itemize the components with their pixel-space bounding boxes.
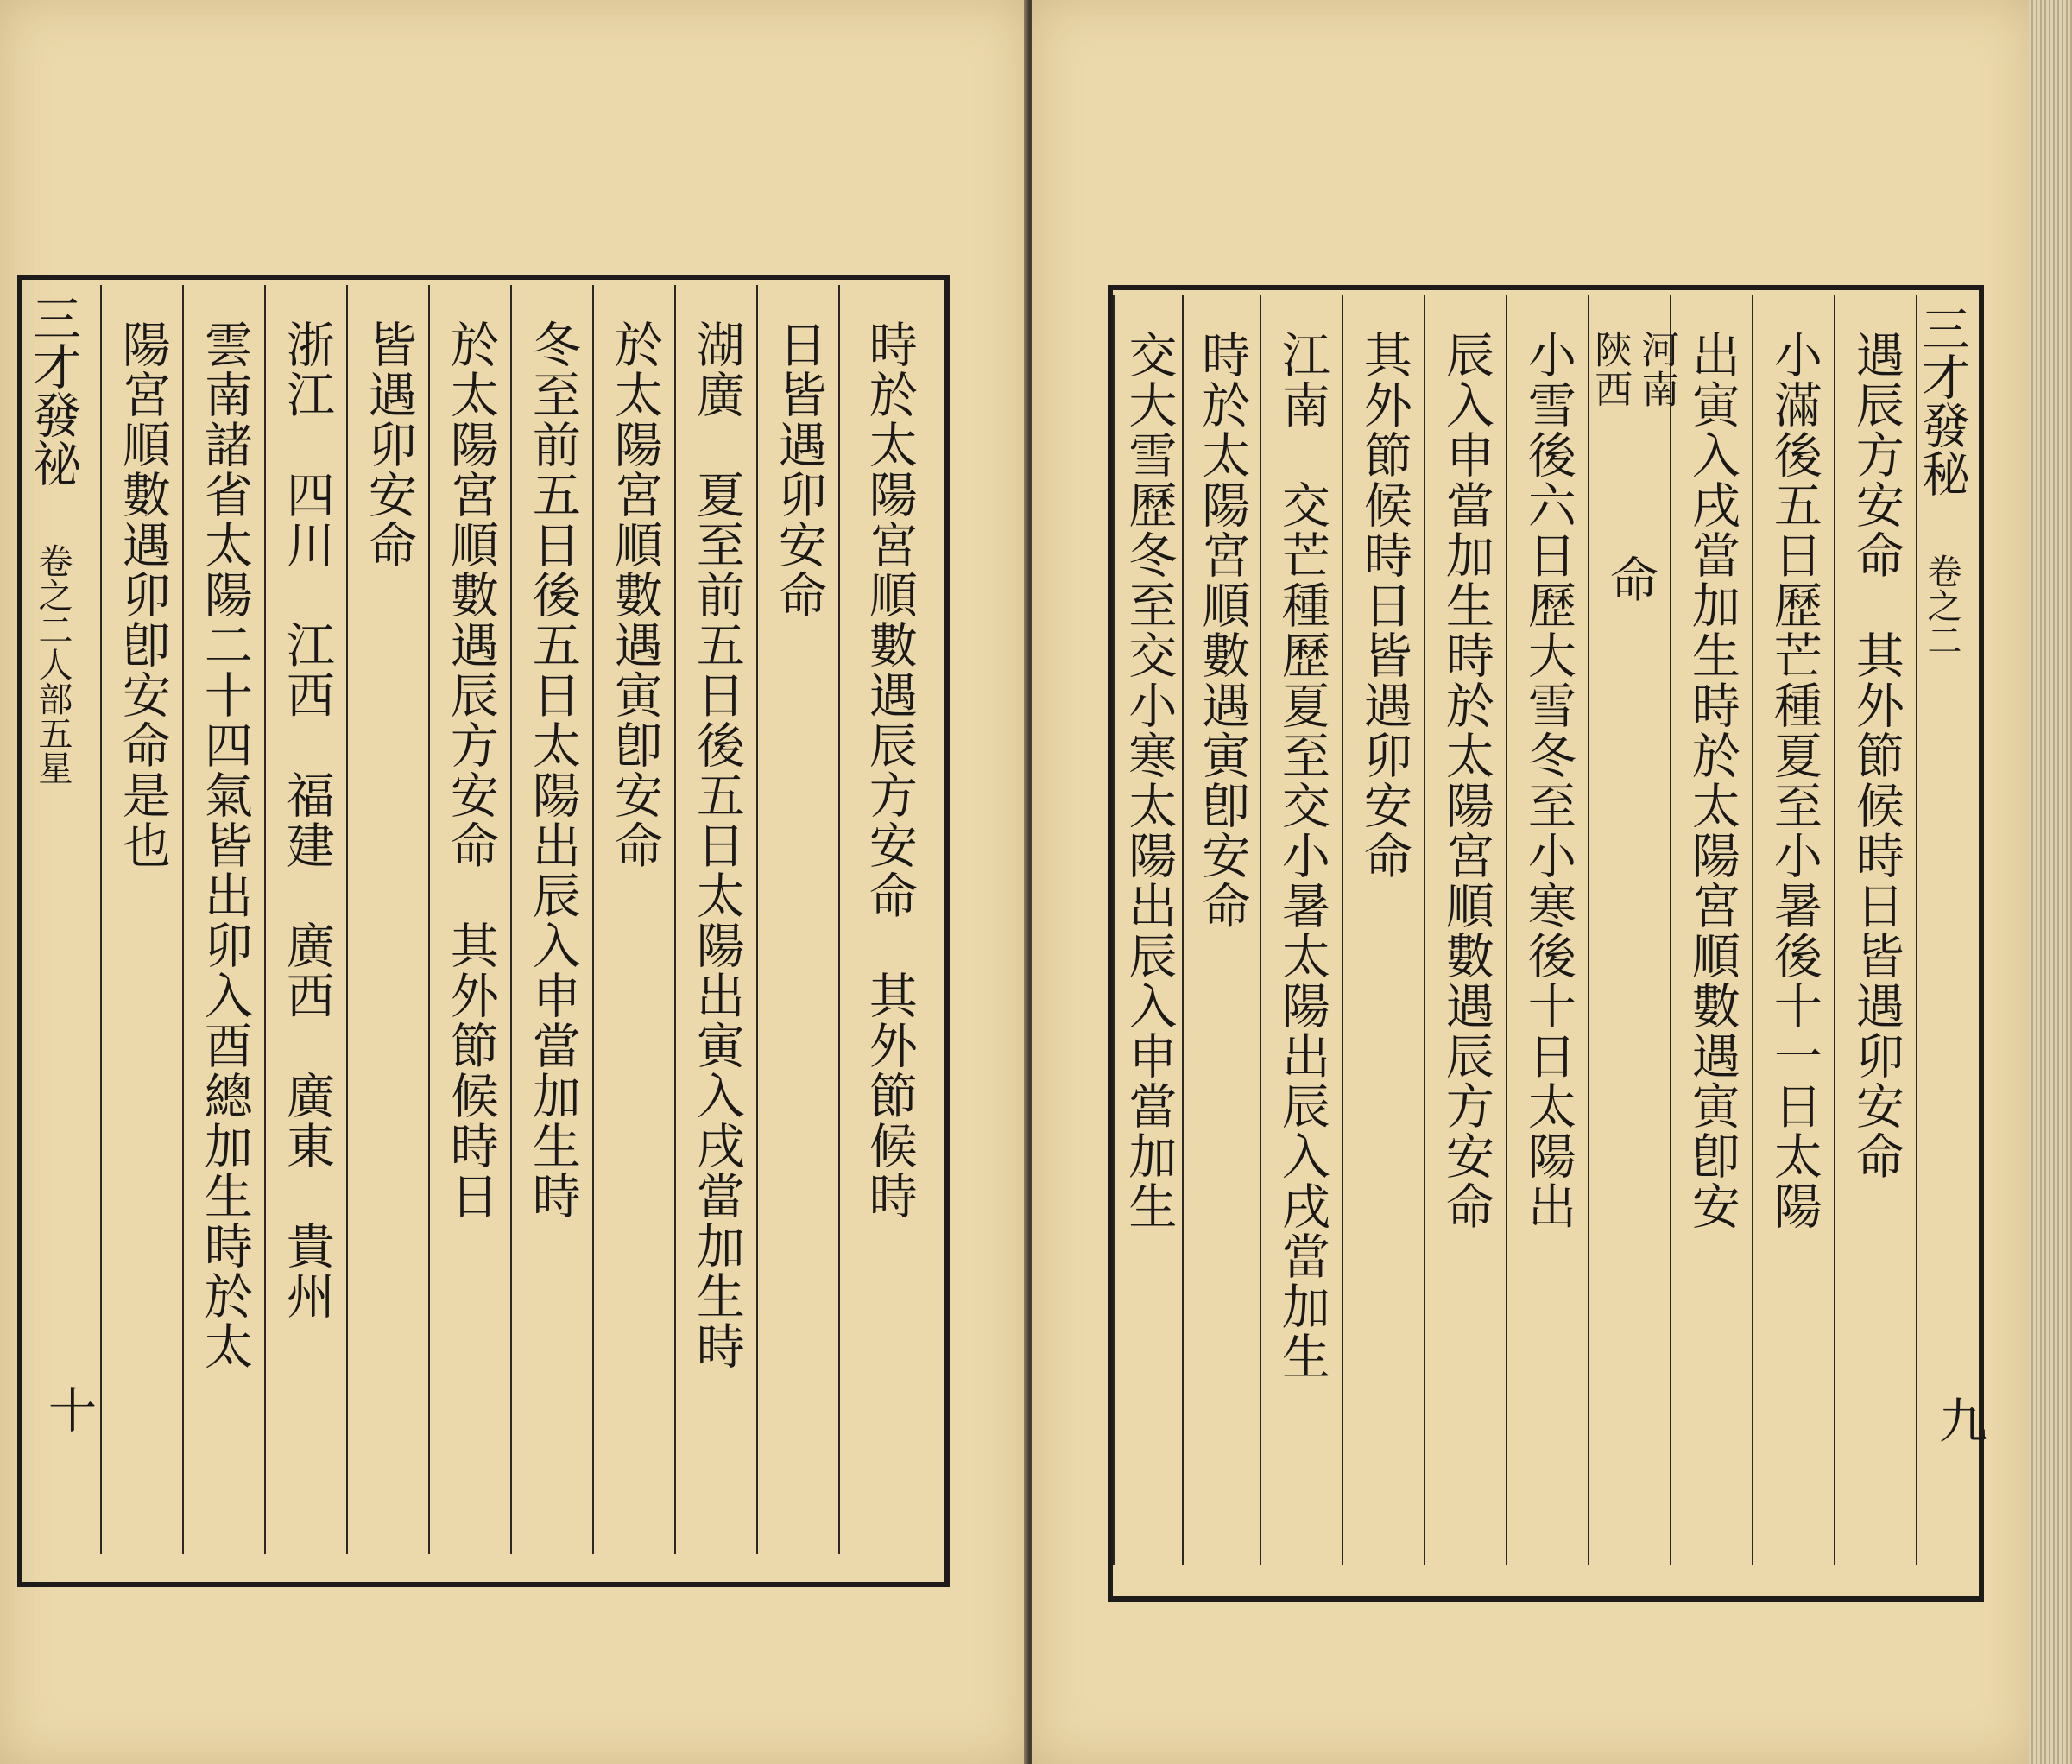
text-column: 出寅入戌當加生時於太陽宮順數遇寅卽安 xyxy=(1670,295,1752,1565)
text-column: 浙江 四川 江西 福建 廣西 廣東 貴州 xyxy=(264,285,346,1554)
folio-title: 三才發秘 xyxy=(1914,304,1970,497)
text-column: 小滿後五日歷芒種夏至小暑後十一日太陽 xyxy=(1752,295,1834,1565)
text-column: 湖廣 夏至前五日後五日太陽出寅入戌當加生時 xyxy=(674,285,756,1554)
folio-leaf-number: 十 xyxy=(41,1385,97,1433)
left-text-frame xyxy=(17,275,950,1587)
text-column: 遇辰方安命 其外節候時日皆遇卯安命 xyxy=(1834,295,1916,1565)
folio-leaf-number: 九 xyxy=(1931,1395,1987,1444)
left-folio-margin xyxy=(25,285,97,1554)
text-column: 時於太陽宮順數遇辰方安命 其外節候時 xyxy=(838,285,938,1554)
text-column: 小雪後六日歷大雪冬至小寒後十日太陽出 xyxy=(1506,295,1588,1565)
text-column: 雲南諸省太陽二十四氣皆出卯入酉總加生時於太 xyxy=(182,285,264,1554)
text-column: 辰入申當加生時於太陽宮順數遇辰方安命 xyxy=(1424,295,1506,1565)
text-column: 皆遇卯安命 xyxy=(346,285,428,1554)
text-column: 冬至前五日後五日太陽出辰入申當加生時 xyxy=(510,285,592,1554)
page-edges xyxy=(2029,0,2072,1764)
text-column: 其外節候時日皆遇卯安命 xyxy=(1342,295,1424,1565)
text-column: 江南 交芒種歷夏至交小暑太陽出辰入戌當加生 xyxy=(1260,295,1342,1565)
text-column: 陽宮順數遇卯卽安命是也 xyxy=(100,285,182,1554)
folio-section: 卷之二 xyxy=(1922,553,1961,657)
text-column: 於太陽宮順數遇辰方安命 其外節候時日 xyxy=(428,285,510,1554)
place-name: 河南 xyxy=(1634,330,1679,409)
text-column: 日皆遇卯安命 xyxy=(756,285,838,1554)
left-page xyxy=(0,0,1027,1764)
text-column: 交大雪歷冬至交小寒太陽出辰入申當加生 xyxy=(1113,295,1182,1565)
text-column-tail: 命 xyxy=(1601,554,1658,604)
text-column: 時於太陽宮順數遇寅卽安命 xyxy=(1182,295,1260,1565)
right-page xyxy=(1032,0,2033,1764)
folio-section: 卷之二人部五星 xyxy=(33,543,73,785)
right-text-frame xyxy=(1108,285,1987,1602)
right-folio-margin xyxy=(1914,295,1987,1565)
folio-title: 三才發祕 xyxy=(25,294,81,487)
text-column xyxy=(1588,295,1679,1565)
text-column: 於太陽宮順數遇寅卽安命 xyxy=(592,285,674,1554)
place-name: 陝西 xyxy=(1588,330,1633,409)
